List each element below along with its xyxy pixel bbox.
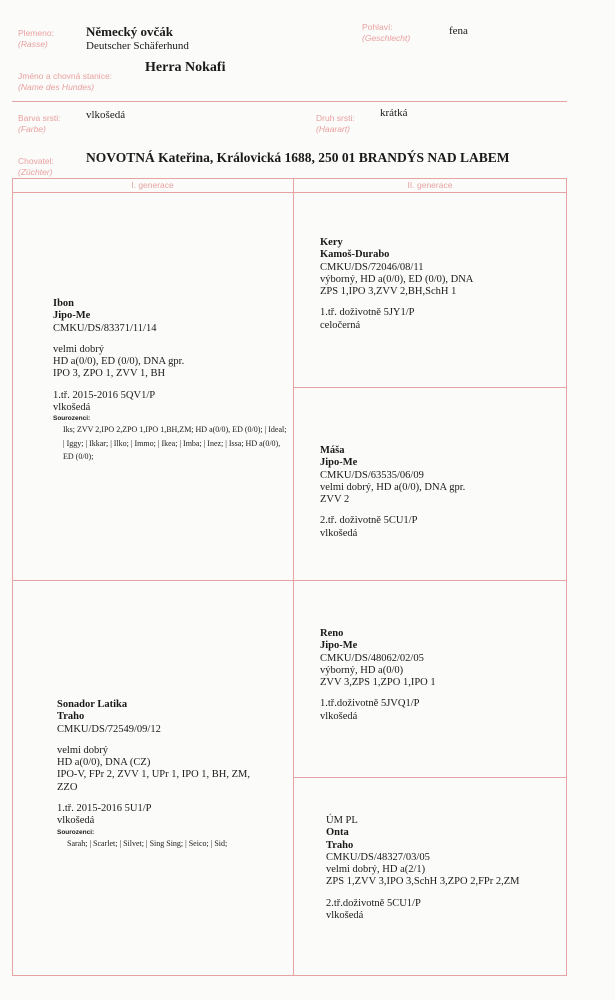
- sire-name: Ibon: [53, 298, 75, 309]
- generation-header-divider: [12, 192, 567, 193]
- maternal-grandsire-entry: [320, 628, 560, 723]
- sex-label: Pohlaví: (Geschlecht): [362, 22, 411, 43]
- paternal-granddam-color: vlkošedá: [320, 527, 358, 539]
- paternal-granddam-registration: CMKU/DS/63535/06/09: [320, 469, 424, 481]
- maternal-grandsire-name: Reno: [320, 628, 344, 639]
- maternal-grandsire-kennel: Jipo-Me: [320, 640, 358, 652]
- maternal-granddam-health: velmi dobrý, HD a(2/1): [326, 864, 426, 876]
- paternal-grandsire-exams: ZPS 1,IPO 3,ZVV 2,BH,SchH 1: [320, 286, 457, 298]
- paternal-granddam-health: velmi dobrý, HD a(0/0), DNA gpr.: [320, 481, 466, 493]
- dog-name-label: Jméno a chovná stanice: (Name des Hundes): [18, 71, 113, 92]
- dog-name-value: Herra Nokafi: [145, 60, 226, 75]
- sire-health: HD a(0/0), ED (0/0), DNA gpr.: [53, 356, 185, 368]
- gen2-upper-divider: [293, 387, 567, 388]
- breeder-value: NOVOTNÁ Kateřina, Královická 1688, 250 01 BRANDÝS NAD LABEM: [86, 150, 510, 165]
- generation-2-header: II. generace: [407, 180, 453, 190]
- paternal-grandsire-color: celočerná: [320, 319, 361, 331]
- dam-health: HD a(0/0), DNA (CZ): [57, 757, 151, 769]
- coat-label: Druh srsti: (Haarart): [316, 113, 355, 134]
- color-value: vlkošedá: [86, 109, 126, 121]
- paternal-grandsire-health: výborný, HD a(0/0), ED (0/0), DNA: [320, 273, 474, 285]
- grid-right-border: [566, 178, 567, 976]
- maternal-granddam-kennel: Traho: [326, 839, 354, 851]
- paternal-grandsire-registration: CMKU/DS/72046/08/11: [320, 261, 424, 273]
- paternal-granddam-kennel: Jipo-Me: [320, 457, 358, 469]
- maternal-granddam-registration: CMKU/DS/48327/03/05: [326, 851, 430, 863]
- maternal-granddam-title: ÚM PL: [326, 815, 358, 826]
- paternal-granddam-entry: [320, 445, 560, 540]
- sire-color: vlkošedá: [53, 402, 91, 414]
- paternal-grandsire-entry: [320, 237, 560, 332]
- breed-label: Plemeno: (Rasse): [18, 28, 54, 49]
- maternal-granddam-class: 2.tř.doživotně 5CU1/P: [326, 897, 421, 909]
- breeder-label: Chovatel: (Züchter): [18, 156, 54, 177]
- sire-siblings-label: Sourozenci:: [53, 415, 91, 423]
- grid-middle-divider: [12, 580, 567, 581]
- dam-siblings: Sarah; | Scarlet; | Silvet; | Sing Sing; | Seico; | Sid;: [67, 838, 228, 848]
- maternal-grandsire-health: výborný, HD a(0/0): [320, 664, 404, 676]
- sire-registration: CMKU/DS/83371/11/14: [53, 322, 157, 334]
- paternal-granddam-name: Máša: [320, 445, 345, 456]
- sex-value: fena: [449, 25, 468, 37]
- paternal-grandsire-kennel: Kamoš-Durabo: [320, 249, 390, 261]
- dam-name: Sonador Latika: [57, 699, 128, 710]
- generation-1-header: I. generace: [131, 180, 174, 190]
- maternal-granddam-color: vlkošedá: [326, 910, 364, 922]
- color-label: Barva srsti: (Farbe): [18, 113, 61, 134]
- dam-color: vlkošedá: [57, 815, 95, 827]
- maternal-granddam-exams: ZPS 1,ZVV 3,IPO 3,SchH 3,ZPO 2,FPr 2,ZM: [326, 876, 520, 888]
- grid-center-divider: [293, 178, 294, 976]
- maternal-granddam-entry: [326, 815, 561, 922]
- dam-entry: [57, 699, 289, 850]
- coat-value: krátká: [380, 107, 408, 119]
- dam-evaluation: velmi dobrý: [57, 744, 109, 756]
- header-divider: [12, 101, 567, 102]
- dam-exams: IPO-V, FPr 2, ZVV 1, UPr 1, IPO 1, BH, ZM,: [57, 769, 251, 781]
- dam-registration: CMKU/DS/72549/09/12: [57, 723, 161, 735]
- maternal-grandsire-class: 1.tř.doživotně 5JVQ1/P: [320, 698, 420, 710]
- paternal-granddam-class: 2.tř. doživotně 5CU1/P: [320, 515, 418, 527]
- breed-value-de: Deutscher Schäferhund: [86, 40, 189, 52]
- maternal-grandsire-exams: ZVV 3,ZPS 1,ZPO 1,IPO 1: [320, 677, 436, 689]
- sire-entry: [53, 298, 288, 464]
- breed-value: Německý ovčák: [86, 24, 174, 39]
- dam-class: 1.tř. 2015-2016 5U1/P: [57, 803, 152, 815]
- sire-evaluation: velmi dobrý: [53, 343, 105, 355]
- grid-top-border: [12, 178, 567, 179]
- paternal-granddam-exams: ZVV 2: [320, 494, 350, 506]
- paternal-grandsire-name: Kery: [320, 237, 343, 248]
- paternal-grandsire-class: 1.tř. doživotně 5JY1/P: [320, 307, 415, 319]
- maternal-granddam-name: Onta: [326, 827, 349, 839]
- grid-bottom-border: [12, 975, 567, 976]
- sire-class: 1.tř. 2015-2016 5QV1/P: [53, 389, 156, 401]
- maternal-grandsire-registration: CMKU/DS/48062/02/05: [320, 652, 424, 664]
- sire-siblings: Iks; ZVV 2,IPO 2,ZPO 1,IPO 1,BH,ZM; HD a(0/0), ED (0/0); | Ideal; | Iggy; | Ikkar; | Ilko; | Immo; | Ikea; | Imba; | Inez; | Issa; HD a(0/0), ED (0/0);: [63, 425, 287, 462]
- dam-siblings-label: Sourozenci:: [57, 828, 95, 836]
- maternal-grandsire-color: vlkošedá: [320, 710, 358, 722]
- grid-left-border: [12, 178, 13, 976]
- sire-exams: IPO 3, ZPO 1, ZVV 1, BH: [53, 368, 166, 380]
- sire-kennel: Jipo-Me: [53, 310, 91, 322]
- dam-exams-cont: ZZO: [57, 781, 78, 793]
- gen2-lower-divider: [293, 777, 567, 778]
- dam-kennel: Traho: [57, 711, 85, 723]
